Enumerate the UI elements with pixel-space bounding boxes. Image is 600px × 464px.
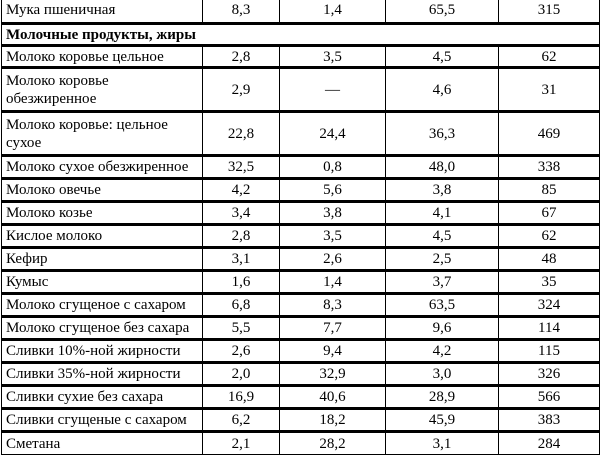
- kcal-cell: 35: [499, 271, 600, 294]
- product-name-cell: Молоко сухое обезжиренное: [2, 156, 203, 179]
- table-row: [2, 294, 600, 317]
- table-body: [2, 0, 600, 455]
- protein-cell: 16,9: [203, 386, 280, 409]
- protein-cell: 2,9: [203, 68, 280, 112]
- table-row: [2, 156, 600, 179]
- product-name-cell: Молоко коровье цельное: [2, 46, 203, 68]
- kcal-cell: 324: [499, 294, 600, 317]
- fat-cell: 8,3: [280, 294, 386, 317]
- product-name-cell: Кефир: [2, 248, 203, 271]
- carbs-cell: 3,7: [386, 271, 499, 294]
- kcal-cell: 67: [499, 202, 600, 225]
- protein-cell: 2,0: [203, 363, 280, 386]
- fat-cell: 1,4: [280, 0, 386, 24]
- protein-cell: 5,5: [203, 317, 280, 340]
- protein-cell: 2,1: [203, 432, 280, 455]
- product-name-cell: Сливки сухие без сахара: [2, 386, 203, 409]
- table-row: [2, 0, 600, 24]
- protein-cell: 22,8: [203, 112, 280, 156]
- product-name-cell: Молоко коровье: цельное сухое: [2, 112, 203, 156]
- fat-cell: —: [280, 68, 386, 112]
- carbs-cell: 63,5: [386, 294, 499, 317]
- fat-cell: 3,8: [280, 202, 386, 225]
- kcal-cell: 338: [499, 156, 600, 179]
- carbs-cell: 36,3: [386, 112, 499, 156]
- kcal-cell: 326: [499, 363, 600, 386]
- table-row: [2, 248, 600, 271]
- section-header-row: [2, 24, 600, 46]
- fat-cell: 3,5: [280, 46, 386, 68]
- fat-cell: 32,9: [280, 363, 386, 386]
- fat-cell: 2,6: [280, 248, 386, 271]
- product-name-cell: Сметана: [2, 432, 203, 455]
- table-row: [2, 317, 600, 340]
- table-row: [2, 202, 600, 225]
- protein-cell: 1,6: [203, 271, 280, 294]
- protein-cell: 6,8: [203, 294, 280, 317]
- protein-cell: 3,1: [203, 248, 280, 271]
- product-name-cell: Молоко сгущеное без сахара: [2, 317, 203, 340]
- carbs-cell: 4,1: [386, 202, 499, 225]
- table-row: [2, 179, 600, 202]
- product-name-cell: Молоко сгущеное с сахаром: [2, 294, 203, 317]
- fat-cell: 0,8: [280, 156, 386, 179]
- carbs-cell: 48,0: [386, 156, 499, 179]
- table-row: [2, 46, 600, 68]
- table-row: [2, 386, 600, 409]
- carbs-cell: 4,5: [386, 46, 499, 68]
- protein-cell: 32,5: [203, 156, 280, 179]
- kcal-cell: 85: [499, 179, 600, 202]
- carbs-cell: 9,6: [386, 317, 499, 340]
- fat-cell: 3,5: [280, 225, 386, 248]
- protein-cell: 3,4: [203, 202, 280, 225]
- fat-cell: 9,4: [280, 340, 386, 363]
- kcal-cell: 469: [499, 112, 600, 156]
- carbs-cell: 28,9: [386, 386, 499, 409]
- protein-cell: 4,2: [203, 179, 280, 202]
- carbs-cell: 4,2: [386, 340, 499, 363]
- fat-cell: 5,6: [280, 179, 386, 202]
- carbs-cell: 3,1: [386, 432, 499, 455]
- kcal-cell: 383: [499, 409, 600, 432]
- protein-cell: 2,8: [203, 225, 280, 248]
- carbs-cell: 4,5: [386, 225, 499, 248]
- kcal-cell: 62: [499, 46, 600, 68]
- table-row: [2, 409, 600, 432]
- fat-cell: 28,2: [280, 432, 386, 455]
- table-row: [2, 68, 600, 112]
- kcal-cell: 115: [499, 340, 600, 363]
- kcal-cell: 284: [499, 432, 600, 455]
- product-name-cell: Сливки 35%-ной жирности: [2, 363, 203, 386]
- section-title: Молочные продукты, жиры: [2, 24, 600, 46]
- carbs-cell: 45,9: [386, 409, 499, 432]
- fat-cell: 1,4: [280, 271, 386, 294]
- protein-cell: 2,6: [203, 340, 280, 363]
- product-name-cell: Молоко коровье обезжиренное: [2, 68, 203, 112]
- carbs-cell: 3,8: [386, 179, 499, 202]
- protein-cell: 2,8: [203, 46, 280, 68]
- product-name-cell: Мука пшеничная: [2, 0, 203, 24]
- table-row: [2, 112, 600, 156]
- product-name-cell: Сливки 10%-ной жирности: [2, 340, 203, 363]
- kcal-cell: 62: [499, 225, 600, 248]
- fat-cell: 7,7: [280, 317, 386, 340]
- table-row: [2, 363, 600, 386]
- kcal-cell: 114: [499, 317, 600, 340]
- carbs-cell: 65,5: [386, 0, 499, 24]
- fat-cell: 24,4: [280, 112, 386, 156]
- table-row: [2, 340, 600, 363]
- carbs-cell: 3,0: [386, 363, 499, 386]
- product-name-cell: Кислое молоко: [2, 225, 203, 248]
- table-row: [2, 271, 600, 294]
- product-name-cell: Молоко овечье: [2, 179, 203, 202]
- kcal-cell: 566: [499, 386, 600, 409]
- product-name-cell: Молоко козье: [2, 202, 203, 225]
- protein-cell: 8,3: [203, 0, 280, 24]
- carbs-cell: 2,5: [386, 248, 499, 271]
- kcal-cell: 31: [499, 68, 600, 112]
- product-name-cell: Кумыс: [2, 271, 203, 294]
- table-row: [2, 432, 600, 455]
- protein-cell: 6,2: [203, 409, 280, 432]
- kcal-cell: 48: [499, 248, 600, 271]
- product-name-cell: Сливки сгущеные с сахаром: [2, 409, 203, 432]
- fat-cell: 18,2: [280, 409, 386, 432]
- nutrition-table: [1, 0, 600, 455]
- kcal-cell: 315: [499, 0, 600, 24]
- fat-cell: 40,6: [280, 386, 386, 409]
- carbs-cell: 4,6: [386, 68, 499, 112]
- table-row: [2, 225, 600, 248]
